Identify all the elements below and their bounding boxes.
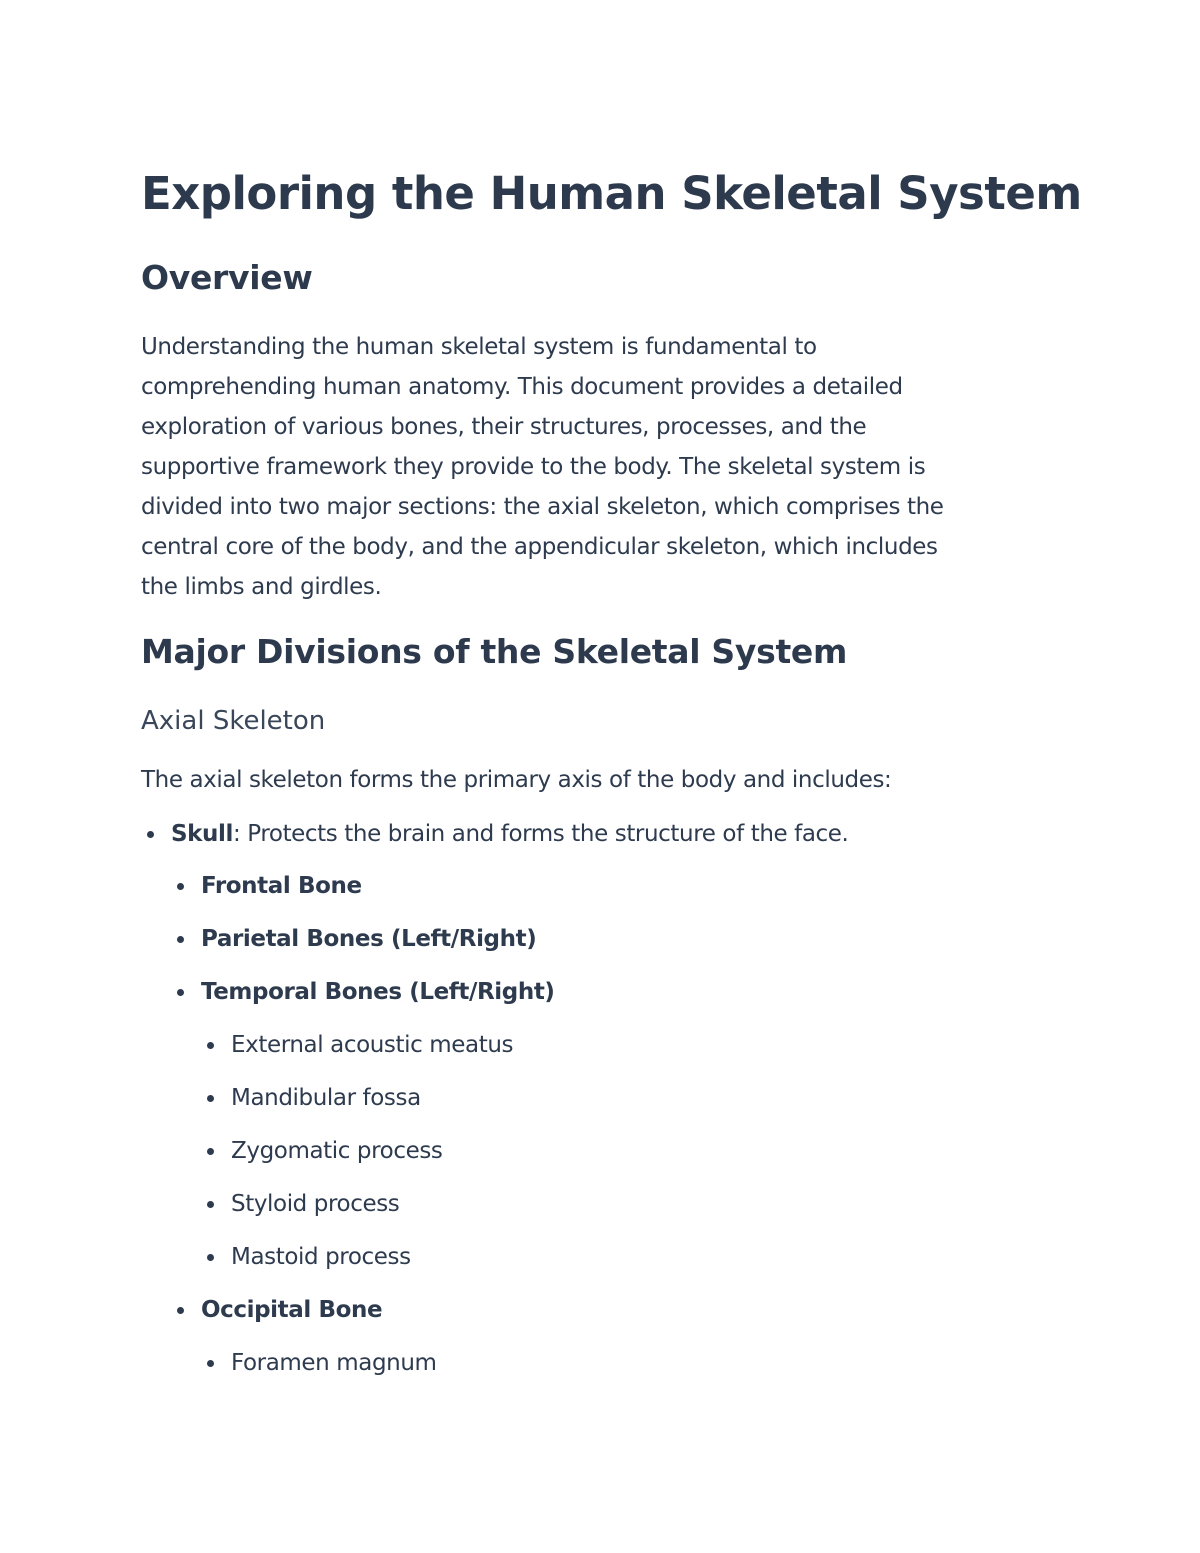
list-item-temporal-bones: Temporal Bones (Left/Right) bbox=[201, 976, 555, 1008]
list-item-feature: External acoustic meatus bbox=[231, 1029, 513, 1061]
overview-line: divided into two major sections: the axial skeleton, which comprises the bbox=[141, 494, 944, 520]
overview-line: supportive framework they provide to the body. The skeletal system is bbox=[141, 454, 926, 480]
list-item-skull bbox=[171, 818, 848, 850]
major-divisions-heading: Major Divisions of the Skeletal System bbox=[141, 632, 848, 671]
overview-line: comprehending human anatomy. This document provides a detailed bbox=[141, 374, 903, 400]
list-item-parietal-bones: Parietal Bones (Left/Right) bbox=[201, 923, 536, 955]
overview-heading: Overview bbox=[141, 258, 313, 297]
overview-line: central core of the body, and the appendicular skeleton, which includes bbox=[141, 534, 938, 560]
list-item-feature: Mastoid process bbox=[231, 1241, 411, 1273]
list-item-feature: Mandibular fossa bbox=[231, 1082, 421, 1114]
overview-line: the limbs and girdles. bbox=[141, 574, 382, 600]
axial-skeleton-heading: Axial Skeleton bbox=[141, 706, 326, 736]
overview-line: Understanding the human skeletal system is fundamental to bbox=[141, 334, 817, 360]
axial-intro-text: The axial skeleton forms the primary axis of the body and includes: bbox=[141, 767, 892, 793]
list-item-frontal-bone: Frontal Bone bbox=[201, 870, 362, 902]
list-item-feature: Foramen magnum bbox=[231, 1347, 437, 1379]
overview-line: exploration of various bones, their structures, processes, and the bbox=[141, 414, 867, 440]
list-item-occipital-bone: Occipital Bone bbox=[201, 1294, 382, 1326]
document-title: Exploring the Human Skeletal System bbox=[141, 167, 1082, 220]
list-item-feature: Styloid process bbox=[231, 1188, 399, 1220]
overview-paragraph bbox=[141, 327, 1041, 607]
list-item-feature: Zygomatic process bbox=[231, 1135, 443, 1167]
skull-label: Skull bbox=[171, 821, 234, 847]
skull-description: : Protects the brain and forms the structure of the face. bbox=[233, 821, 849, 847]
